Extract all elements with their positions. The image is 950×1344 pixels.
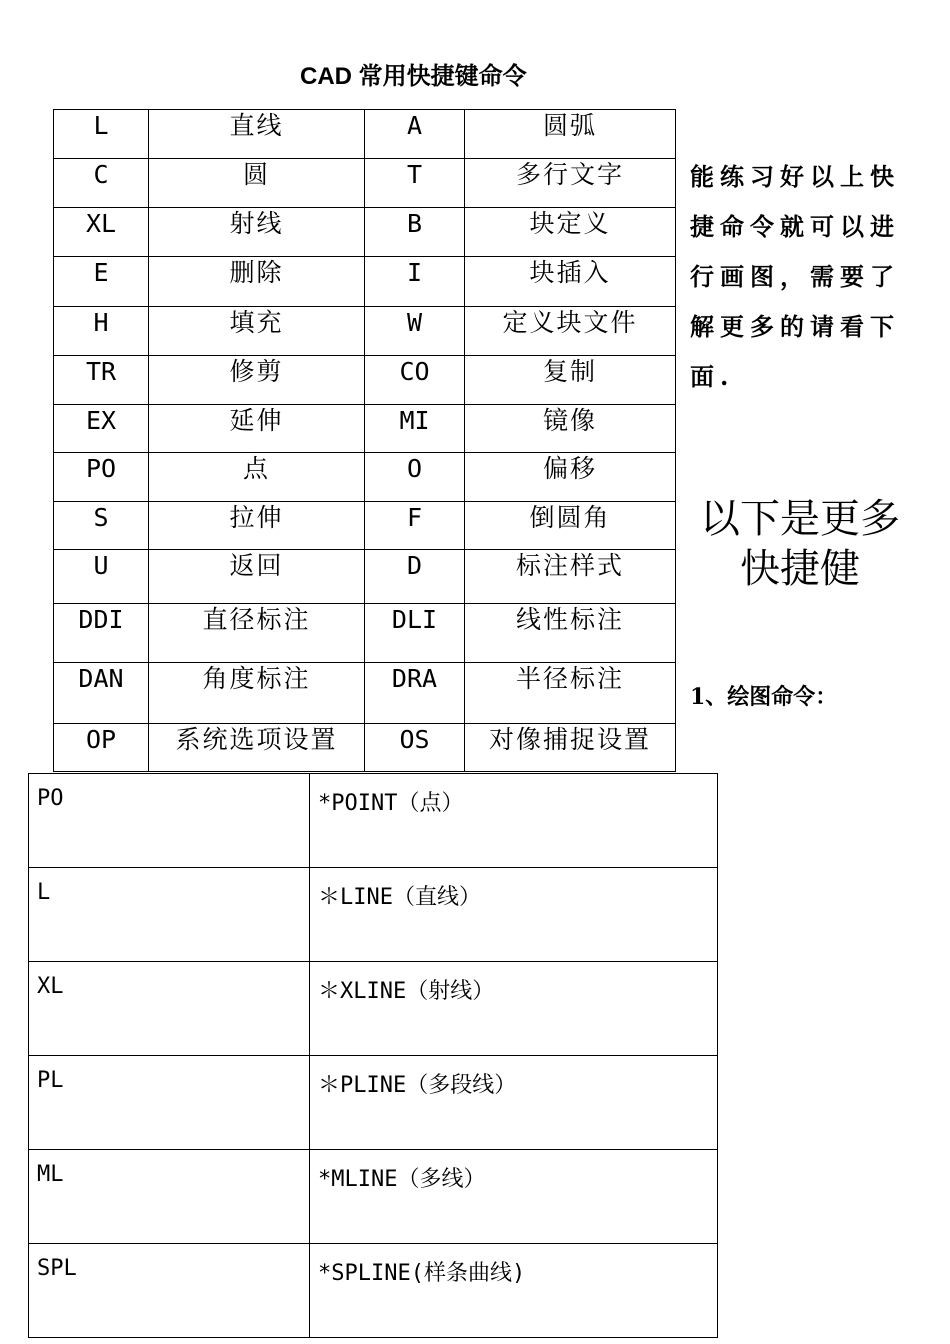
command-alias: L: [29, 868, 310, 962]
draw-commands-table: [28, 773, 718, 1338]
shortcut-desc: 圆: [149, 159, 365, 208]
command-row: [29, 868, 718, 962]
shortcut-key: DRA: [365, 663, 465, 724]
command-alias: XL: [29, 962, 310, 1056]
shortcut-row: [54, 159, 676, 208]
shortcut-row: [54, 724, 676, 772]
shortcut-key: H: [54, 307, 149, 356]
shortcut-key: L: [54, 110, 149, 159]
shortcut-desc: 系统选项设置: [149, 724, 365, 772]
shortcut-key: B: [365, 208, 465, 257]
shortcut-key: DDI: [54, 604, 149, 663]
more-shortcuts-heading: 以下是更多快捷健: [700, 496, 900, 592]
command-alias: PL: [29, 1056, 310, 1150]
shortcut-desc: 拉伸: [149, 502, 365, 550]
shortcut-key: DLI: [365, 604, 465, 663]
command-row: [29, 1150, 718, 1244]
command-row: [29, 1056, 718, 1150]
command-alias: SPL: [29, 1244, 310, 1338]
shortcut-desc: 角度标注: [149, 663, 365, 724]
shortcut-row: [54, 550, 676, 604]
shortcut-desc: 块定义: [465, 208, 676, 257]
shortcut-key: A: [365, 110, 465, 159]
shortcut-desc: 直线: [149, 110, 365, 159]
section-title: 1、绘图命令：: [690, 684, 838, 710]
side-note: 能练习好以上快捷命令就可以进行画图，需要了解更多的请看下面.: [690, 162, 900, 391]
document-title: CAD 常用快捷键命令: [300, 63, 527, 90]
shortcut-key: E: [54, 257, 149, 307]
shortcut-key: S: [54, 502, 149, 550]
shortcut-key: O: [365, 453, 465, 502]
command-name: *POINT（点）: [310, 774, 718, 868]
shortcut-desc: 偏移: [465, 453, 676, 502]
shortcut-desc: 标注样式: [465, 550, 676, 604]
command-row: [29, 1244, 718, 1338]
command-name: *SPLINE(样条曲线): [310, 1244, 718, 1338]
command-alias: PO: [29, 774, 310, 868]
shortcut-key: TR: [54, 356, 149, 405]
shortcut-key: CO: [365, 356, 465, 405]
shortcut-row: [54, 110, 676, 159]
shortcut-desc: 圆弧: [465, 110, 676, 159]
shortcut-key: T: [365, 159, 465, 208]
shortcut-key: I: [365, 257, 465, 307]
shortcut-desc: 倒圆角: [465, 502, 676, 550]
shortcut-key: C: [54, 159, 149, 208]
command-name: *MLINE（多线）: [310, 1150, 718, 1244]
shortcut-row: [54, 453, 676, 502]
command-alias: ML: [29, 1150, 310, 1244]
shortcut-desc: 直径标注: [149, 604, 365, 663]
command-name: ＊PLINE（多段线）: [310, 1056, 718, 1150]
command-name: ＊LINE（直线）: [310, 868, 718, 962]
shortcut-desc: 点: [149, 453, 365, 502]
shortcut-key: EX: [54, 405, 149, 453]
shortcut-key: W: [365, 307, 465, 356]
shortcut-desc: 块插入: [465, 257, 676, 307]
shortcut-desc: 镜像: [465, 405, 676, 453]
shortcut-desc: 线性标注: [465, 604, 676, 663]
shortcut-key: PO: [54, 453, 149, 502]
shortcut-desc: 返回: [149, 550, 365, 604]
shortcut-key: D: [365, 550, 465, 604]
shortcut-key: XL: [54, 208, 149, 257]
shortcut-row: [54, 257, 676, 307]
command-row: [29, 962, 718, 1056]
shortcut-desc: 修剪: [149, 356, 365, 405]
shortcut-row: [54, 405, 676, 453]
shortcut-row: [54, 663, 676, 724]
shortcut-row: [54, 307, 676, 356]
shortcut-key: OP: [54, 724, 149, 772]
shortcut-row: [54, 604, 676, 663]
shortcut-row: [54, 502, 676, 550]
shortcut-desc: 定义块文件: [465, 307, 676, 356]
shortcut-row: [54, 356, 676, 405]
shortcut-desc: 对像捕捉设置: [465, 724, 676, 772]
shortcut-desc: 复制: [465, 356, 676, 405]
shortcut-row: [54, 208, 676, 257]
shortcut-desc: 多行文字: [465, 159, 676, 208]
shortcut-desc: 填充: [149, 307, 365, 356]
shortcut-desc: 射线: [149, 208, 365, 257]
shortcut-desc: 删除: [149, 257, 365, 307]
shortcut-key: OS: [365, 724, 465, 772]
shortcut-key: F: [365, 502, 465, 550]
command-name: ＊XLINE（射线）: [310, 962, 718, 1056]
shortcut-key: MI: [365, 405, 465, 453]
shortcut-table: [53, 109, 676, 772]
command-row: [29, 774, 718, 868]
shortcut-key: DAN: [54, 663, 149, 724]
shortcut-key: U: [54, 550, 149, 604]
shortcut-desc: 半径标注: [465, 663, 676, 724]
shortcut-desc: 延伸: [149, 405, 365, 453]
